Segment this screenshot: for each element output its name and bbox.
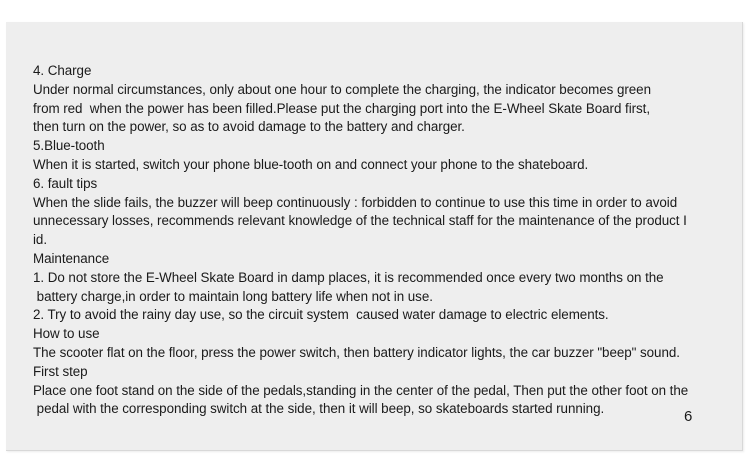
paragraph-line: from red when the power has been filled.Please put the charging port into the E-Wheel Skate Board first,	[33, 100, 651, 116]
paragraph-line: then turn on the power, so as to avoid damage to the battery and charger.	[33, 119, 465, 135]
paragraph-line: 1. Do not store the E-Wheel Skate Board in damp places, it is recommended once every two months on the	[33, 269, 664, 285]
paragraph-line: When it is started, switch your phone blue-tooth on and connect your phone to the shateboard.	[33, 156, 589, 172]
paragraph-line: battery charge,in order to maintain long battery life when not in use.	[33, 288, 433, 304]
section-heading-maintenance: Maintenance	[33, 250, 110, 266]
section-heading-fault-tips: 6. fault tips	[33, 175, 98, 191]
paragraph-line: 2. Try to avoid the rainy day use, so the circuit system caused water damage to electric elements.	[33, 307, 609, 323]
paragraph-line: The scooter flat on the floor, press the power switch, then battery indicator lights, the car buzzer "beep" sound.	[33, 344, 680, 360]
paragraph-line: pedal with the corresponding switch at the side, then it will beep, so skateboards started running.	[33, 401, 605, 417]
section-heading-bluetooth: 5.Blue-tooth	[33, 138, 105, 154]
section-heading-how-to-use: How to use	[33, 326, 100, 342]
paragraph-line: unnecessary losses, recommends relevant knowledge of the technical staff for the maintenance of the product I	[33, 213, 687, 229]
manual-page-panel	[6, 22, 743, 451]
paragraph-line: Place one foot stand on the side of the pedals,standing in the center of the pedal, Then put the other foot on the	[33, 382, 689, 398]
paragraph-line: When the slide fails, the buzzer will beep continuously : forbidden to continue to use this time in order to avoid	[33, 194, 678, 210]
page-number: 6	[684, 408, 693, 425]
paragraph-line: Under normal circumstances, only about one hour to complete the charging, the indicator becomes green	[33, 81, 651, 97]
paragraph-line: id.	[33, 232, 47, 248]
section-heading-charge: 4. Charge	[33, 63, 92, 78]
section-heading-first-step: First step	[33, 363, 88, 379]
manual-text-block	[33, 62, 733, 419]
